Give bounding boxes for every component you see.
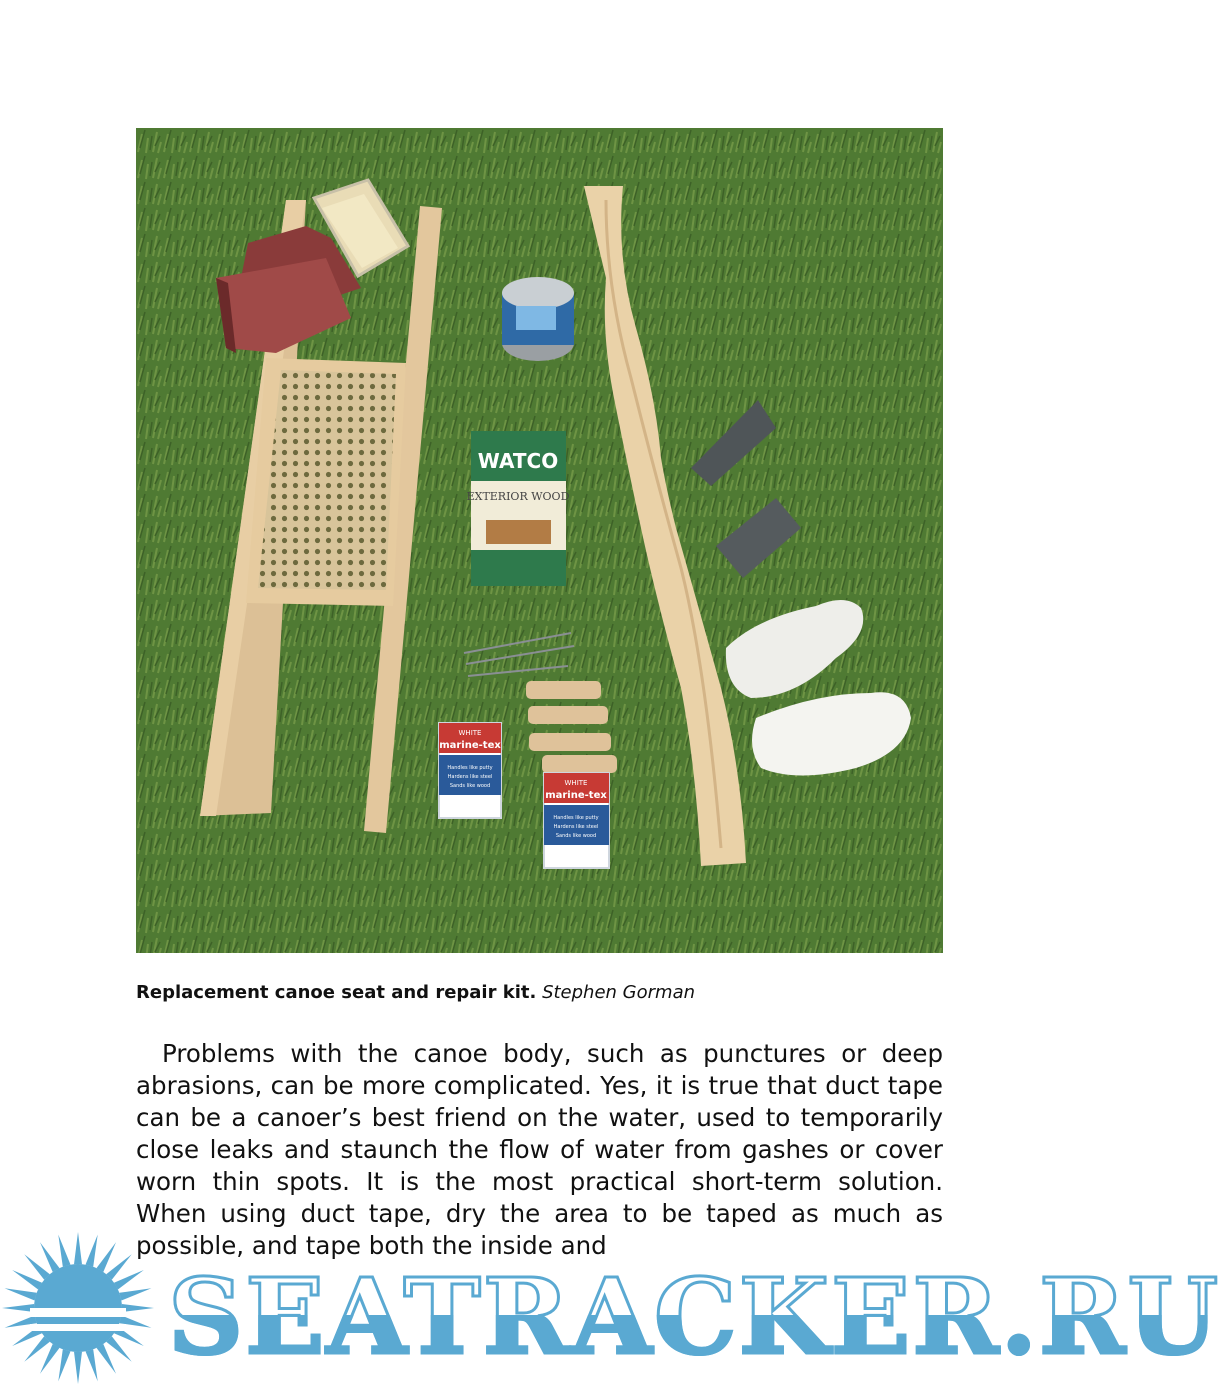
sun-ray	[97, 1242, 117, 1272]
watco-can	[467, 431, 570, 586]
figure-caption	[136, 982, 943, 1004]
caption-credit: Stephen Gorman	[542, 982, 696, 1003]
box-line-2: Hardens like steel	[447, 774, 493, 780]
sun-ray	[74, 1352, 82, 1384]
watco-product-text: EXTERIOR WOOD	[466, 490, 570, 503]
sun-ray	[114, 1270, 144, 1290]
marine-tex-box	[544, 773, 609, 868]
box-line-2: Hardens like steel	[553, 824, 599, 830]
box-small-label: WHITE	[564, 779, 588, 787]
sun-ray	[86, 1349, 98, 1381]
sun-ray	[12, 1270, 42, 1290]
sun-ray	[86, 1235, 98, 1267]
sun-ray	[2, 1304, 34, 1312]
sun-ray	[106, 1254, 132, 1280]
sun-ray	[106, 1336, 132, 1362]
sun-ray	[40, 1242, 60, 1272]
sun-ray	[119, 1288, 151, 1300]
watermark-text: SEATRACKER.RU	[168, 1255, 1220, 1378]
sun-ray	[97, 1344, 117, 1374]
watco-brand-text: WATCO	[477, 449, 559, 473]
box-line-1: Handles like putty	[553, 815, 599, 821]
sun-ray	[40, 1344, 60, 1374]
box-line-3: Sands like wood	[555, 833, 597, 839]
box-line-3: Sands like wood	[449, 783, 491, 789]
sun-ray	[58, 1235, 70, 1267]
sun-ray	[74, 1232, 82, 1264]
sun-ray	[24, 1254, 50, 1280]
stain-can	[502, 277, 574, 361]
figure-photo	[136, 128, 943, 953]
box-line-1: Handles like putty	[447, 765, 493, 771]
caption-title: Replacement canoe seat and repair kit.	[136, 982, 537, 1003]
box-small-label: WHITE	[458, 729, 482, 737]
sun-ray	[24, 1336, 50, 1362]
sun-ray	[58, 1349, 70, 1381]
sun-ray	[5, 1288, 37, 1300]
sun-ray	[122, 1304, 154, 1312]
body-paragraph: Problems with the canoe body, such as punctures or deep abrasions, can be more complicated. Yes, it is true that duct tape can be a canoer’s best friend on the water, used to temporarily close leaks and staunch the flow of water from gashes or cover worn thin spots. It is the most practical short-term solution. When using duct tape, dry the area to be taped as much as possible, and tape both the inside and	[136, 1039, 943, 1260]
box-brand-label: marine-tex	[545, 790, 607, 801]
box-brand-label: marine-tex	[439, 740, 501, 751]
marine-tex-box	[439, 723, 501, 818]
